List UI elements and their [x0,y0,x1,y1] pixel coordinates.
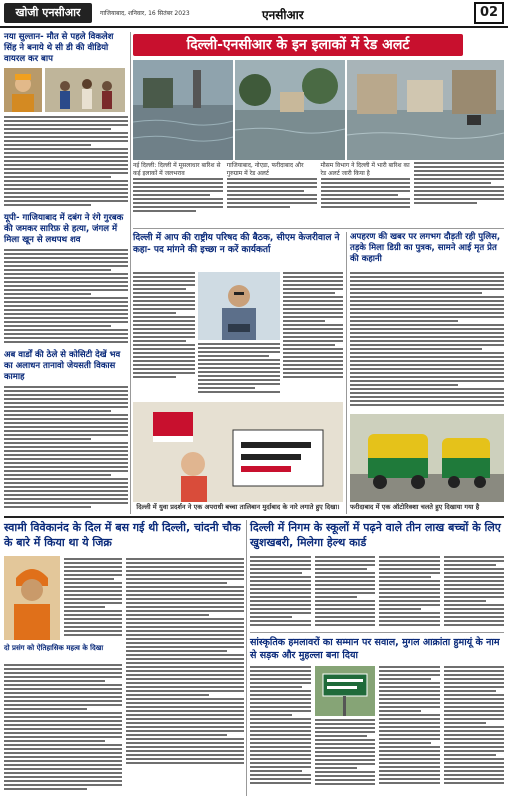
kejriwal-photo [198,272,280,340]
protest-sign-icon [133,402,343,502]
top-story-col-2 [227,162,317,226]
health-card-body [250,556,504,630]
aap-story-body [133,272,343,400]
speaker-portrait-icon [198,272,280,340]
vivekananda-portrait-icon [4,556,60,640]
crowd-photo-icon [45,68,125,112]
kidnapping-story-body [350,272,504,412]
vivekananda-headline: स्वामी विवेकानंद के दिल में बस गई थी दिल्ली, चांदनी चौक के बारे में किया था ये जिक्र [4,521,241,549]
vivekananda-body-2 [4,664,122,792]
dateline: गाजियाबाद, शनिवार, 16 सितंबर 2023 [100,10,190,17]
left-headline-1: नया सुल्तान- मौत से पहले विकलेश सिंह ने बनाये थे सी डी की वीडियो वायरल कर बाप [4,32,114,64]
section-rule-3 [250,632,504,633]
section-name: एनसीआर [262,8,304,22]
flood-photo-3 [347,60,504,160]
humayun-road-headline: सांस्कृतिक हमलावरों का सम्मान पर सवाल, मुगल आक्रांता हुमायूं के नाम से सड़क और मुहल्ला बना दिया [250,637,500,661]
left-headline-2: यूपी- गाजियाबाद में दबंग ने रंगे गुरबक की जमकर सारिफ़ से हत्या, जंगल में मिला खून से लथपथ शव [4,213,124,245]
aap-meeting-headline: दिल्ली में आप की राष्ट्रीय परिषद की बैठक, सीएम केजरीवाल ने कहा- पद मांगने की इच्छा न करें कार्यकर्ता [133,233,340,255]
autorickshaw-photo [350,414,504,502]
section-rule-2 [4,516,504,518]
flooded-street-icon [347,60,504,160]
left-photo-1 [4,68,42,112]
top-story-col-3 [321,162,411,226]
masthead [0,0,508,28]
protest-photo-caption: दिल्ली में युवा प्रदर्शन ने एक अपराधी बच्चा तालिबान मुर्दाबाद के नारे लगाते हुए दिखा। [136,503,340,511]
page-number: 02 [474,2,504,24]
protest-photo [133,402,343,502]
autorickshaw-icon [350,414,504,502]
left-story-3-body [4,386,128,510]
left-headline-3: अब वार्डों की ठेले से कोसिटी देखें भव का अलाधन तानावो जेयसती विकास कामाह [4,350,121,382]
left-column [4,32,128,510]
top-story-col-1 [133,162,223,226]
portrait-icon [4,68,42,112]
flooded-trees-icon [235,60,345,160]
left-photo-2 [45,68,125,112]
road-sign-photo [315,666,376,716]
flooded-road-icon [133,60,233,160]
top-story-caption-3: मौसम विभाग ने दिल्ली में भारी बारिश का रेड अलर्ट जारी किया है [320,162,410,177]
autorickshaw-photo-caption: फरीदाबाद में एक ऑटोरिक्शा चलते हुए दिखाया गया है [350,503,480,511]
top-story-caption-1: नई दिल्ली: दिल्ली में मूसलाधार बारिश से कई इलाकों में जलभराव [133,162,221,177]
bottom-rule [246,520,247,796]
mid-rule [346,232,347,514]
vivekananda-body-3 [126,558,244,766]
humayun-road-body [250,666,504,796]
road-sign-icon [315,666,375,716]
section-rule-1 [133,228,504,229]
newspaper-brand: खोजी एनसीआर [4,3,92,23]
column-rule [130,32,131,514]
health-card-headline: दिल्ली में निगम के स्कूलों में पढ़ने वाले तीन लाख बच्चों के लिए खुशखबरी, मिलेगा हेल्थ कार्ड [250,521,501,549]
vivekananda-photo [4,556,60,640]
left-story-2-body [4,249,128,345]
top-story-body-row [133,162,504,226]
left-story-1-body [4,116,128,208]
flood-photo-2 [235,60,345,160]
top-story-col-4 [414,162,504,226]
kidnapping-headline: अपहरण की खबर पर लगभग दौड़ती रही पुलिस, तड़के मिला डिग्री का पुत्रक, सामने आई मृत प्रेत की कहानी [350,232,501,264]
flood-photo-1 [133,60,233,160]
vivekananda-body-1 [64,558,122,638]
red-alert-banner: दिल्ली-एनसीआर के इन इलाकों में रेड अलर्ट [133,34,463,56]
vivekananda-subhead: दो प्रसंग को ऐतिहासिक महत्व के दिखा [4,644,104,652]
top-story-caption-2: गाजियाबाद, नोएडा, फरीदाबाद और गुरुग्राम में रेड अलर्ट [226,162,304,177]
